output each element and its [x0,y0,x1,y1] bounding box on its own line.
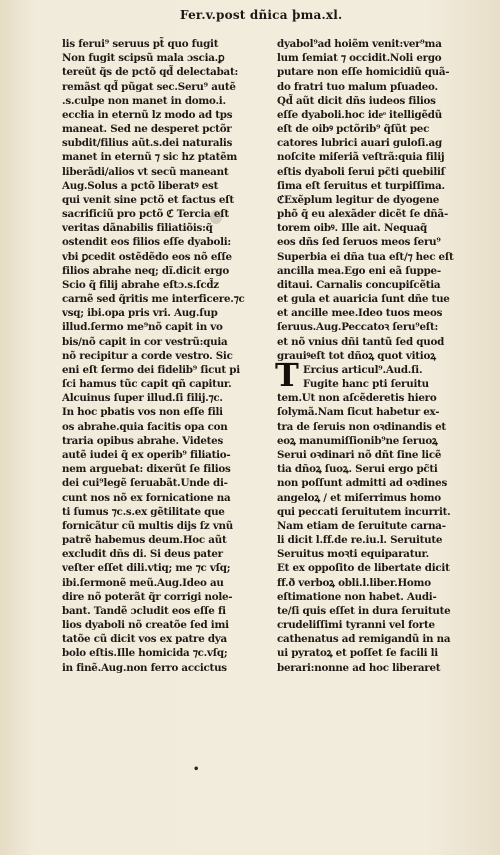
right-column [277,37,485,675]
text-line: torem oibꝰ. Ille ait. Nequaq̃ [277,222,427,235]
text-line: Alcuinus ſuper illud.ſi filij.⁊c. [62,392,223,405]
text-line: In hoc pbatis vos non eſſe fili [62,406,223,419]
text-line: et gula et auaricia ſunt dñe tue [277,293,450,306]
drop-cap-lines [277,363,485,391]
text-line: Nam etiam de ſeruitute carna- [277,519,446,532]
text-line: Scio q̃ filij abrahe eſtɔ.s.ſcd̃z [62,278,219,291]
text-line: traria opibus abrahe. Videtes [62,434,223,447]
text-line: tereũt q̃s de pctõ qd̃ delectabat: [62,66,239,79]
text-line: putare non eſſe homicidiũ quã- [277,66,450,79]
text-line: do fratri tuo malum pſuadeo. [277,80,438,93]
text-line: eſſe dyaboli.hoc ideͦ itelligẽdũ [277,108,442,121]
text-line: fornicãtur cũ multis dijs ſz vnũ [62,519,234,532]
text-line: qui venit sine pctõ et factus eſt [62,193,234,206]
text-line: ſolymã.Nam ſicut habetur ex- [277,406,440,419]
text-line: qui peccati ſeruitutem incurrit. [277,505,451,518]
text-line: illud.ſermo me⁹nõ capit in vo [62,321,223,334]
right-column-top [277,37,485,363]
text-line: ſci hamus tũc capit qñ capitur. [62,378,232,391]
text-line: phõ q̃ eu alexãder dicẽt ſe dñã- [277,208,448,221]
text-line: tatõe cũ dicit vos ex patre dya [62,633,227,646]
text-line: maneat. Sed ne desperet pctõr [62,123,232,136]
text-line: lum ſemiat ⁊ occidit.Noli ergo [277,52,442,65]
text-line: vbi ꝑcedit ostẽdẽdo eos nõ eſſe [62,250,232,263]
running-header: Fer.v.post dñica þma.xl. [180,8,343,22]
text-line: Fugite hanc pti ſeruitu [303,378,429,391]
text-line: ui pyratoꝝ et poſſet ſe facili li [277,647,438,660]
text-line: carnẽ sed q̃ritis me interficere.⁊c [62,293,245,306]
text-line: bant. Tandẽ ɔcludit eos eſſe fi [62,604,226,617]
text-line: angeloꝝ / et miſerrimus homo [277,491,441,504]
text-line: tem.Ut non aſcẽderetis hiero [277,392,437,405]
text-line: tra de ſeruis non oꝛdinandis et [277,420,446,433]
text-line: bis/nõ capit in cor vestrũ:quia [62,335,228,348]
text-line: eſtimatione non habet. Audi- [277,590,437,603]
text-line: sacrificiũ pro pctõ ℭ Tercia eſt [62,208,229,221]
text-line: Qd̃ aũt dicit dñs iudeos filios [277,94,436,107]
text-line: ſeruus.Aug.Peccatoꝛ ſeru⁹eſt: [277,321,439,334]
text-line: ti ſumus ⁊c.s.ex gẽtilitate que [62,505,225,518]
drop-cap-letter: T [275,355,299,394]
text-line: ſima eſt ſeruitus et turpiſſima. [277,179,445,192]
text-line: te/ſi quis eſſet in dura ſeruitute [277,604,451,617]
text-line: crudeliſſimi tyranni vel forte [277,619,435,632]
text-line: eni eſt ſermo dei fidelib⁹ ſicut pi [62,363,240,376]
text-line: li dicit l.ff.de re.iu.l. Seruitute [277,534,443,547]
text-line: Non fugit scipsũ mala ɔscia.ꝑ [62,52,225,65]
text-line: ff.ð verboꝝ obli.l.liber.Homo [277,576,431,589]
text-line: et nõ vnius dñi tantũ ſed quod [277,335,445,348]
text-line: veſter eſſet dili.vtiq; me ⁊c vſq; [62,562,231,575]
text-line: Seruitus moꝛti equiparatur. [277,548,430,561]
text-line: non poſſunt admitti ad oꝛdines [277,477,448,490]
text-line: liberãdi/alios vt secũ maneant [62,165,229,178]
text-line: catores lubrici auari guloſi.ag [277,137,442,150]
text-line: filios abrahe neq; dĩ.dicit ergo [62,264,230,277]
text-line: ℭExẽplum legitur de dyogene [277,193,440,206]
text-line: eſtis dyaboli ſerui pc̃ti quebiliſ [277,165,445,178]
text-line: ibi.ſermonẽ meũ.Aug.Ideo au [62,576,224,589]
text-line: noſcite miſeriã veſtrã:quia filij [277,151,445,164]
text-line: lis ferui⁹ seruus pt̃ quo fugit [62,38,219,50]
text-line: ancilla mea.Ego eni eã ſuppe- [277,264,441,277]
text-line: Et ex oppoſito de libertate dicit [277,562,450,575]
text-line: dei cui⁹legẽ ſeruabãt.Unde di- [62,477,228,490]
text-line: subdit/filius aũt.s.dei naturalis [62,137,233,150]
text-line: Aug.Solus a pctõ liberatꝰ est [62,179,219,192]
right-column-bottom [277,391,485,674]
text-line: patrẽ habemus deum.Hoc aũt [62,534,227,547]
text-line: veritas dãnabilis filiatiõis:q̃ [62,222,213,235]
text-line: .s.culpe non manet in domo.i. [62,94,226,107]
text-line: Serui oꝛdinari nõ dñt ſine licẽ [277,448,442,461]
text-line: eoꝝ manumiſſionib⁹ne ſeruoꝝ [277,434,438,447]
text-line: tia dñoꝝ ſuoꝝ. Serui ergo pc̃ti [277,463,438,476]
text-line: remãst qd̃ pũgat sec.Seru⁹ autẽ [62,80,236,93]
text-line: eſt de oibꝰ pctõrib⁹ q̃ſũt pec [277,123,430,136]
text-line: lios dyaboli nõ creatõe ſed imi [62,619,229,632]
text-line: ostendit eos filios eſſe dyaboli: [62,236,231,249]
text-line: nem arguebat: dixerũt ſe filios [62,463,231,476]
text-line: ditaui. Carnalis concupiſcẽtia [277,278,441,291]
text-line: manet in eternũ ⁊ sic hz ptatẽm [62,151,238,164]
text-line: bolo eſtis.Ille homicida ⁊c.vſq; [62,647,228,660]
text-line: autẽ iudei q̃ ex operib⁹ filiatio- [62,448,231,461]
signature-mark: • [193,764,200,775]
text-line: in finẽ.Aug.non ferro accictus [62,661,227,674]
text-line: cunt nos nõ ex fornicatione na [62,491,231,504]
text-line: Superbia ei dña tua eſt/⁊ hec eſt [277,250,454,263]
text-line: os abrahe.quia facitis opa con [62,420,228,433]
text-line: cathenatus ad remigandũ in na [277,633,451,646]
text-line: eccłia in eternũ lz modo ad tps [62,108,233,121]
text-line: Ercius articul⁹.Aud.ſi. [303,363,423,376]
text-line: berari:nonne ad hoc liberaret [277,661,441,674]
text-line: et ancille mee.Ideo tuos meos [277,307,443,320]
text-line: nõ recipitur a corde vestro. Sic [62,349,233,362]
text-line: dyabol⁹ad hoiẽm venit:ver⁹ma [277,38,442,50]
text-line: vsq; ibi.opa pris vri. Aug.ſup [62,307,218,320]
text-line: excludit dñs di. Si deus pater [62,548,223,561]
left-column [62,37,270,675]
text-line: dire nõ poterãt q̃r corrigi nole- [62,590,233,603]
text-line: eos dñs ſed ſeruos meos ſeru⁹ [277,236,441,249]
text-line: grauiꝰeſt tot dñoꝝ quot vitioꝝ [277,349,436,362]
